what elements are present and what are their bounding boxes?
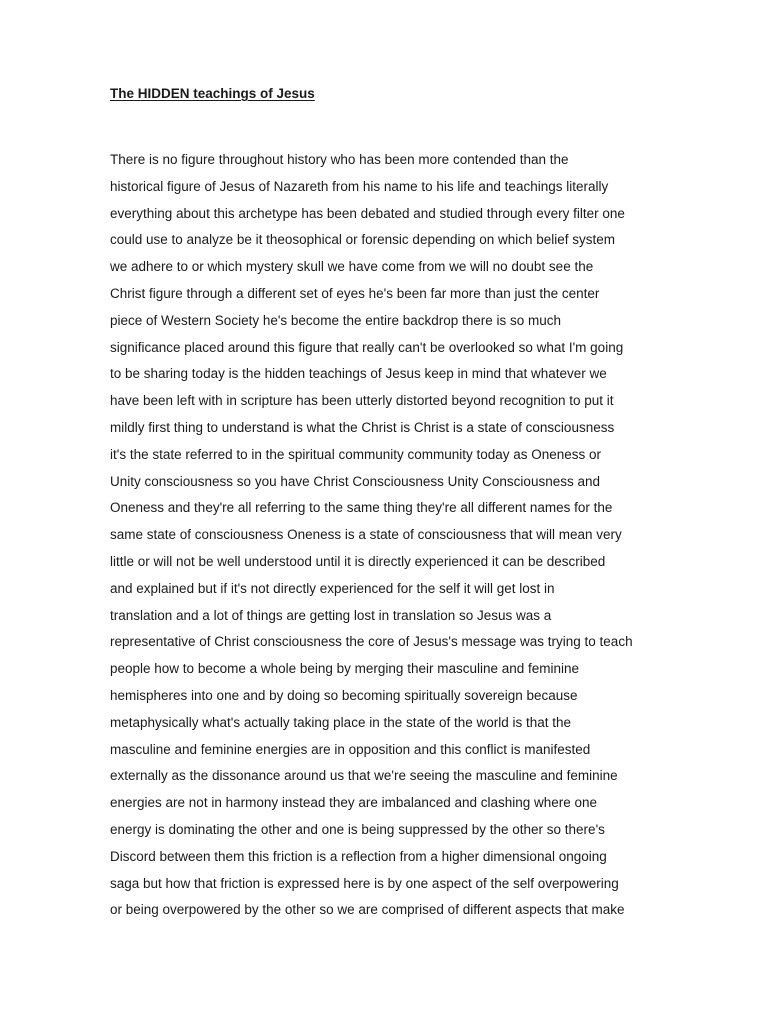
body-line-22: metaphysically what's actually taking place in the state of the world is that the: [110, 714, 572, 730]
body-line-29: or being overpowered by the other so we are comprised of different aspects that make: [110, 902, 625, 918]
body-line-3: everything about this archetype has been debated and studied through every filter one: [110, 205, 625, 221]
body-line-8: significance placed around this figure that really can't be overlooked so what I'm going: [110, 339, 624, 355]
body-line-21: hemispheres into one and by doing so becoming spiritually sovereign because: [110, 687, 578, 703]
body-line-13: Unity consciousness so you have Christ Consciousness Unity Consciousness and: [110, 473, 600, 489]
body-line-9: to be sharing today is the hidden teachings of Jesus keep in mind that whatever we: [110, 366, 607, 382]
body-line-27: Discord between them this friction is a reflection from a higher dimensional ongoing: [110, 848, 607, 864]
body-line-12: it's the state referred to in the spiritual community community today as Oneness or: [110, 446, 602, 462]
body-line-17: and explained but if it's not directly experienced for the self it will get lost in: [110, 580, 555, 596]
body-line-6: Christ figure through a different set of eyes he's been far more than just the center: [110, 285, 600, 301]
body-line-14: Oneness and they're all referring to the same thing they're all different names for the: [110, 500, 613, 516]
body-line-2: historical figure of Jesus of Nazareth from his name to his life and teachings literally: [110, 178, 609, 194]
body-line-11: mildly first thing to understand is what the Christ is Christ is a state of consciousness: [110, 419, 615, 435]
body-line-5: we adhere to or which mystery skull we have come from we will no doubt see the: [110, 259, 594, 275]
body-line-16: little or will not be well understood until it is directly experienced it can be described: [110, 553, 606, 569]
body-line-28: saga but how that friction is expressed here is by one aspect of the self overpowering: [110, 875, 619, 891]
body-line-18: translation and a lot of things are getting lost in translation so Jesus was a: [110, 607, 552, 623]
body-line-20: people how to become a whole being by merging their masculine and feminine: [110, 661, 580, 677]
body-line-10: have been left with in scripture has been utterly distorted beyond recognition to put it: [110, 393, 614, 409]
document-body: [110, 150, 670, 927]
body-line-19: representative of Christ consciousness the core of Jesus's message was trying to teach: [110, 634, 633, 650]
body-line-4: could use to analyze be it theosophical or forensic depending on which belief system: [110, 232, 616, 248]
body-line-1: There is no figure throughout history who has been more contended than the: [110, 152, 569, 167]
body-line-15: same state of consciousness Oneness is a state of consciousness that will mean very: [110, 527, 622, 543]
body-line-26: energy is dominating the other and one is being suppressed by the other so there's: [110, 821, 605, 837]
body-line-7: piece of Western Society he's become the entire backdrop there is so much: [110, 312, 562, 328]
body-line-24: externally as the dissonance around us that we're seeing the masculine and feminine: [110, 768, 618, 784]
body-line-25: energies are not in harmony instead they are imbalanced and clashing where one: [110, 795, 598, 811]
document-title: The HIDDEN teachings of Jesus: [110, 86, 315, 101]
body-line-23: masculine and feminine energies are in opposition and this conflict is manifested: [110, 741, 591, 757]
